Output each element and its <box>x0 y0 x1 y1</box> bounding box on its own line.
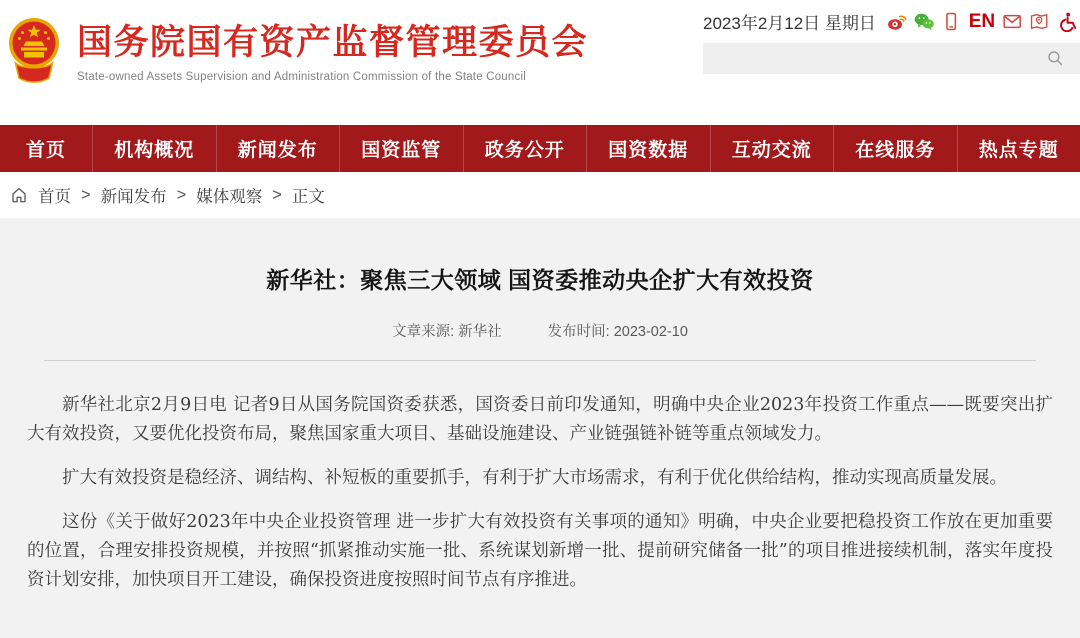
article-publish-time: 发布时间: 2023-02-10 <box>547 324 688 340</box>
header-toolbar <box>703 9 1080 34</box>
article-panel <box>0 218 1080 638</box>
nav-item-4[interactable]: 国资监管 <box>339 125 463 172</box>
breadcrumb-item-3[interactable]: 媒体观察 <box>196 188 263 206</box>
breadcrumb-item-2[interactable]: 新闻发布 <box>100 188 167 206</box>
header-utilities <box>703 9 1080 74</box>
nav-item-8[interactable]: 在线服务 <box>833 125 957 172</box>
breadcrumb-separator: > <box>272 185 282 204</box>
map-icon[interactable] <box>1029 11 1049 32</box>
nav-item-7[interactable]: 互动交流 <box>710 125 834 172</box>
article-title: 新华社：聚焦三大领域 国资委推动央企扩大有效投资 <box>266 267 814 293</box>
site-header <box>0 0 1080 125</box>
breadcrumb <box>0 172 1080 218</box>
article-paragraph-1: 新华社北京2月9日电 记者9日从国务院国资委获悉，国资委日前印发通知，明确中央企业2023年投资工作重点——既要突出扩大有效投资，又要优化投资布局，聚焦国家重大项目、基础设施建设、产业链强链补链等重点领域发力。 <box>27 395 1053 444</box>
brand-text <box>77 16 588 83</box>
national-emblem-logo <box>8 16 60 96</box>
weibo-icon[interactable] <box>887 11 907 32</box>
article-meta <box>0 320 1080 341</box>
breadcrumb-item-4: 正文 <box>291 188 325 206</box>
nav-item-9[interactable]: 热点专题 <box>957 125 1080 172</box>
nav-item-6[interactable]: 国资数据 <box>586 125 710 172</box>
nav-item-3[interactable]: 新闻发布 <box>216 125 340 172</box>
mobile-icon[interactable] <box>941 11 961 32</box>
nav-item-5[interactable]: 政务公开 <box>463 125 587 172</box>
lang-en-link[interactable]: EN <box>968 11 996 32</box>
breadcrumb-separator: > <box>81 185 91 204</box>
breadcrumb-item-1[interactable]: 首页 <box>38 188 71 206</box>
article-paragraph-3: 这份《关于做好2023年中央企业投资管理 进一步扩大有效投资有关事项的通知》明确，中央企业要把稳投资工作放在更加重要的位置，合理安排投资规模，并按照“抓紧推动实施一批、系统谋划新增一批、提前研究储备一批”的项目推进接续机制，落实年度投资计划安排，加快项目开工建设，确保投资进度按照时间节点有序推进。 <box>27 512 1053 590</box>
article-source: 文章来源: 新华社 <box>392 324 502 340</box>
main-nav <box>0 125 1080 172</box>
nav-item-1[interactable]: 首页 <box>25 140 66 161</box>
site-brand[interactable] <box>8 16 588 96</box>
search-box <box>703 43 1080 74</box>
mail-icon[interactable] <box>1002 11 1022 32</box>
site-subtitle: State-owned Assets Supervision and Administration Commission of the State Council <box>77 70 526 83</box>
site-title: 国务院国有资产监督管理委员会 <box>77 23 589 62</box>
home-icon[interactable] <box>10 186 28 204</box>
wechat-icon[interactable] <box>914 11 934 32</box>
article-paragraph-2: 扩大有效投资是稳经济、调结构、补短板的重要抓手，有利于扩大市场需求，有利于优化供给结构，推动实现高质量发展。 <box>62 468 1007 488</box>
search-icon[interactable] <box>1046 49 1065 68</box>
nav-item-2[interactable]: 机构概况 <box>92 125 216 172</box>
accessibility-icon[interactable] <box>1057 11 1077 32</box>
breadcrumb-items <box>38 183 325 207</box>
date-text: 2023年2月12日 星期日 <box>703 14 876 33</box>
search-input[interactable] <box>703 43 1046 74</box>
article-body <box>0 361 1080 595</box>
breadcrumb-separator: > <box>176 185 187 204</box>
